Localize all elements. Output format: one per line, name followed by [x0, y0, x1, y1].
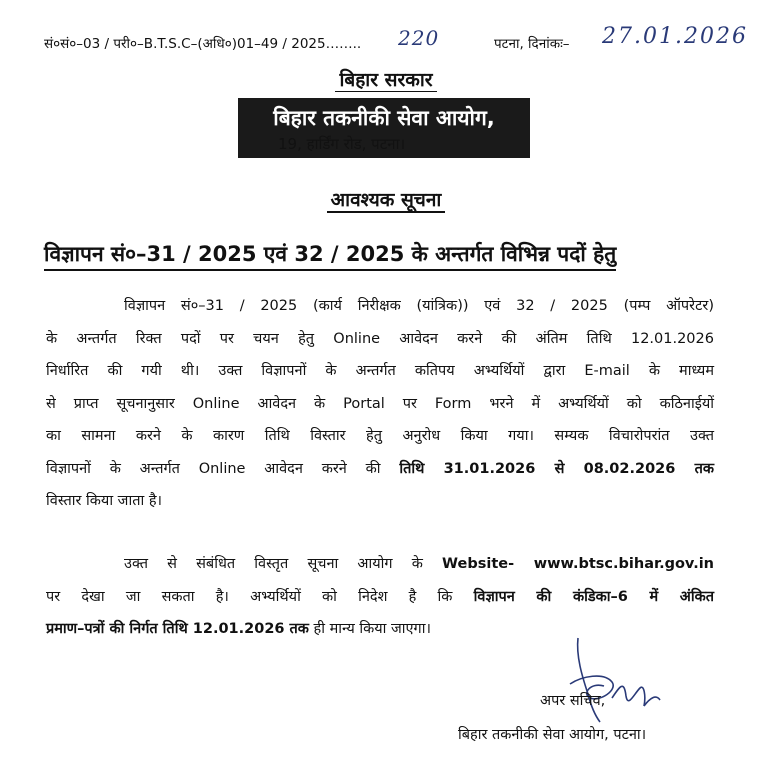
paragraph-line: [46, 581, 714, 614]
paragraph-line: का सामना करने के कारण तिथि विस्तार हेतु अनुरोध किया गया। सम्यक विचारोपरांत उक्त: [46, 428, 714, 444]
signatory-title: अपर सचिव,: [540, 693, 606, 709]
notice-subject: विज्ञापन सं०–31 / 2025 एवं 32 / 2025 के अन्तर्गत विभिन्न पदों हेतु: [44, 240, 616, 271]
handwritten-reference: 220: [398, 26, 440, 50]
paragraph-line: [46, 290, 714, 323]
government-heading: [0, 66, 772, 92]
extended-dates: तिथि 31.01.2026 से 08.02.2026 तक: [399, 460, 714, 477]
government-label: बिहार सरकार: [335, 69, 436, 92]
commission-name: बिहार तकनीकी सेवा आयोग,: [273, 106, 495, 130]
certificate-date: प्रमाण–पत्रों की निर्गत तिथि 12.01.2026 तक: [46, 621, 309, 637]
date-label: पटना, दिनांकः–: [494, 36, 570, 52]
notice-paragraph-2: [46, 548, 714, 646]
reference-number: सं०सं०–03 / परी०–B.T.S.C–(अधि०)01–49 / 2025……..: [44, 36, 362, 52]
paragraph-text: विज्ञापनों के अन्तर्गत Online आवेदन करने की: [46, 460, 400, 477]
paragraph-line: के अन्तर्गत रिक्त पदों पर चयन हेतु Online आवेदन करने की अंतिम तिथि 12.01.2026: [46, 330, 714, 347]
paragraph-text: ही मान्य किया जाएगा।: [308, 621, 431, 637]
paragraph-line: विस्तार किया जाता है।: [46, 493, 163, 509]
signatory-office: बिहार तकनीकी सेवा आयोग, पटना।: [458, 727, 647, 743]
website-reference: Website- www.btsc.bihar.gov.in: [442, 556, 714, 572]
reference-line: [44, 26, 756, 56]
paragraph-line: निर्धारित की गयी थी। उक्त विज्ञापनों के अन्तर्गत कतिपय अभ्यर्थियों द्वारा E-mail के माध्यम: [46, 363, 714, 379]
paragraph-line: [46, 453, 714, 486]
handwritten-signature: [560, 636, 680, 726]
notice-title: [0, 186, 772, 212]
clause-reference: विज्ञापन की कंडिका–6 में अंकित: [473, 588, 714, 605]
notice-title-text: आवश्यक सूचना: [327, 189, 446, 213]
paragraph-text: पर देखा जा सकता है। अभ्यर्थियों को निदेश है कि: [46, 588, 474, 605]
commission-address: 19, हार्डिंग रोड, पटना।: [278, 135, 406, 153]
handwritten-date: 27.01.2026: [602, 24, 748, 49]
paragraph-line: [46, 548, 714, 581]
paragraph-line: से प्राप्त सूचनानुसार Online आवेदन के Portal पर Form भरने में अभ्यर्थियों को कठिनाईयों: [46, 395, 714, 412]
paragraph-text: विज्ञापन सं०–31 / 2025 (कार्य निरीक्षक (यांत्रिक)) एवं 32 / 2025 (पम्प ऑपरेटर): [124, 298, 714, 314]
paragraph-text: उक्त से संबंधित विस्तृत सूचना आयोग के: [124, 556, 443, 572]
notice-paragraph-1: [46, 290, 714, 518]
